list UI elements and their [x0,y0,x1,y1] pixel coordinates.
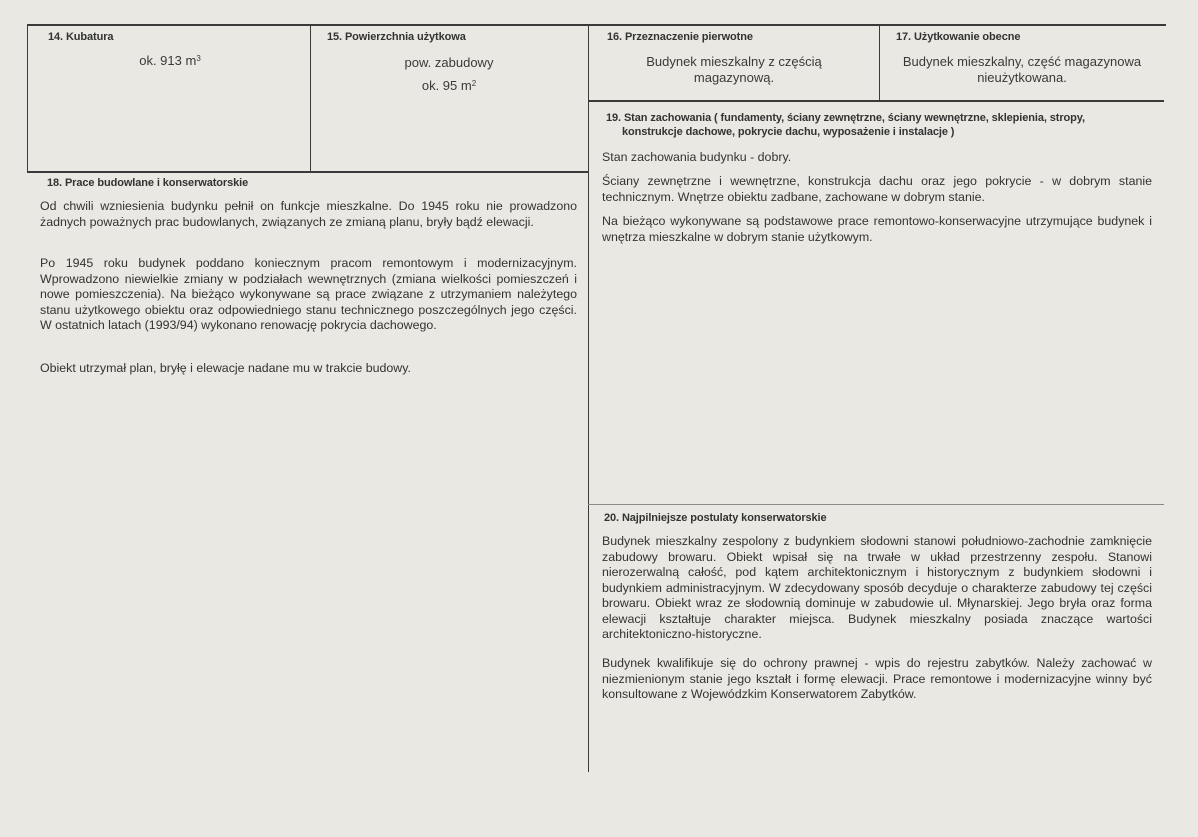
s14-value-sup: 3 [196,54,201,63]
s17-line2: nieużytkowana. [977,70,1067,85]
s15-line1: pow. zabudowy [404,55,494,70]
s19-heading-line1: 19. Stan zachowania ( fundamenty, ściany zewnętrzne, ściany wewnętrzne, sklepienia, stropy, [606,112,1085,124]
s16-heading: 16. Przeznaczenie pierwotne [607,31,753,43]
s14-heading: 14. Kubatura [48,31,114,43]
s16-line1: Budynek mieszkalny z częścią [646,54,822,69]
s19-paragraph-2: Ściany zewnętrzne i wewnętrzne, konstrukcja dachu oraz jego pokrycie - w dobrym stanie technicznym. Wnętrze obiektu zadbane, zachowane w dobrym stanie. [602,174,1152,204]
center-divider [588,24,589,772]
divider-14-15 [310,24,311,172]
s19-s20-divider [588,504,1164,505]
s19-paragraph-3: Na bieżąco wykonywane są podstawowe prace remontowo-konserwacyjne utrzymujące budynek i wnętrza mieszkalne w dobrym stanie użytkowym. [602,214,1152,244]
s14-value [110,53,230,69]
s15-line2 [310,78,588,94]
top-border [28,24,1166,26]
s19-heading-line2: konstrukcje dachowe, pokrycie dachu, wyposażenie i instalacje ) [622,126,955,138]
s15-heading: 15. Powierzchnia użytkowa [327,31,466,43]
row1-bottom-right [588,100,1164,102]
s18-paragraph-1: Od chwili wzniesienia budynku pełnił on funkcje mieszkalne. Do 1945 roku nie prowadzono żadnych poważnych prac budowlanych, związanych ze zmianą planu, bryły bądź elewacji. [40,199,577,229]
s17-line1: Budynek mieszkalny, część magazynowa [902,54,1142,69]
s14-value-text: ok. 913 m [139,53,197,68]
s18-paragraph-2: Po 1945 roku budynek poddano koniecznym pracom remontowym i modernizacyjnym. Wprowadzono niewielkie zmiany w podziałach wewnętrznych (zmiana wielkości pomieszczeń i nowe pomieszczenia). Na bieżąco wykonywane są prace związane z utrzymaniem należytego stanu użytkowego obiektu oraz odpowiedniego stanu technicznego poszczególnych jego części. W ostatnich latach (1993/94) wykonano renowację pokrycia dachowego. [40,256,577,332]
s18-paragraph-3: Obiekt utrzymał plan, bryłę i elewacje nadane mu w trakcie budowy. [40,361,411,375]
s15-line2-text: ok. 95 m [421,78,472,93]
s15-line2-sup: 2 [471,79,477,88]
s19-paragraph-1: Stan zachowania budynku - dobry. [602,150,792,164]
s20-paragraph-2: Budynek kwalifikuje się do ochrony prawnej - wpis do rejestru zabytków. Należy zachować w niezmienionym stanie jego kształt i formę elewacji. Prace remontowe i modernizacyjne winny być konsultowane z Wojewódzkim Konserwatorem Zabytków. [602,656,1152,701]
left-border [27,24,28,172]
s20-paragraph-1: Budynek mieszkalny zespolony z budynkiem słodowni stanowi południowo-zachodnie zamknięcie zabudowy browaru. Obiekt wpisał się na trwałe w układ przestrzenny zespołu. Stanowi nierozerwalną całość, pod kątem architektonicznym i historycznym z budynkiem słodowni i budynkiem administracyjnym. W zdecydowany sposób decyduje o charakterze zabudowy tej części browaru. Obiekt wraz ze słodownią dominuje w zabudowie ul. Młynarskiej. Jego bryła oraz forma elewacji kształtuje charakter miejsca. Budynek mieszkalny posiada znaczące wartości architektoniczno-historyczne. [602,534,1152,641]
s18-heading: 18. Prace budowlane i konserwatorskie [47,177,249,189]
row1-bottom-left [27,171,588,173]
s20-heading: 20. Najpilniejsze postulaty konserwatorskie [604,512,827,524]
s16-line2: magazynową. [693,70,775,85]
s17-heading: 17. Użytkowanie obecne [896,31,1021,43]
